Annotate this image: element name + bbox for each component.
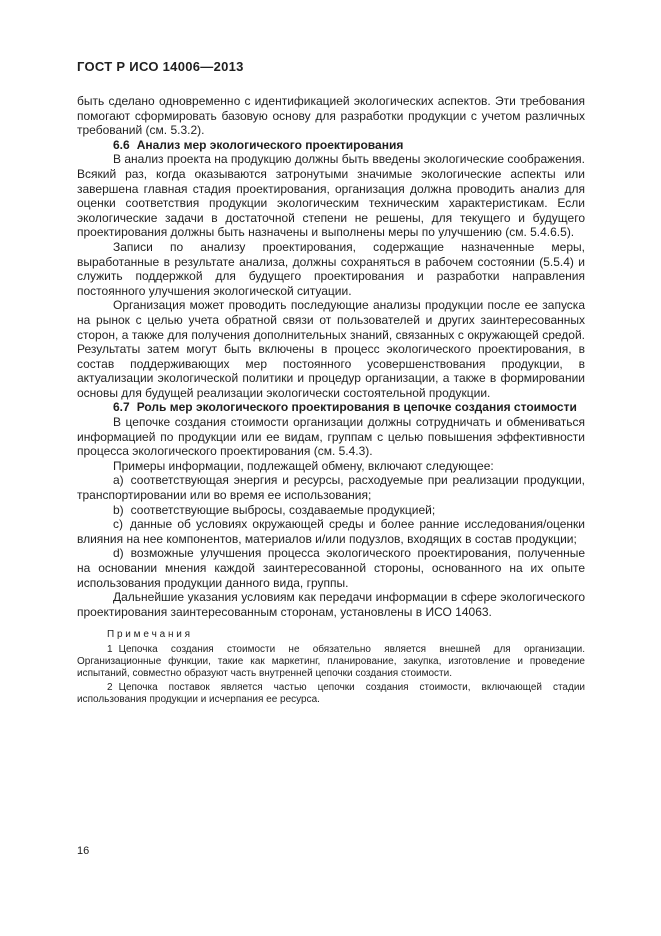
note-text: Цепочка создания стоимости не обязательно является внешней для организации. Организационные функции, такие как маркетинг, планирование, закупка, изготовление и проведение испытаний, совместно образуют часть внутренней цепочки создания стоимости.: [77, 643, 585, 679]
paragraph: В анализ проекта на продукцию должны быть введены экологические соображения. Всякий раз, когда оказываются затронутыми значимые экологические аспекты или завершена главная стадия проектирования, организация должна проводить анализ для оценки соответствия продукции экологическим техническим характеристикам. Если экологические задачи в достаточной степени не решены, для текущего и будущего проектирования должны быть назначены и выполнены меры по улучшению (см. 5.4.6.5).: [77, 152, 585, 240]
paragraph-intro-continuation: быть сделано одновременно с идентификацией экологических аспектов. Эти требования помогают сформировать базовую основу для разработки продукции с учетом различных требований (см. 5.3.2).: [77, 94, 585, 138]
note-text: Цепочка поставок является частью цепочки создания стоимости, включающей стадии использования продукции и исчерпания ее ресурса.: [77, 682, 585, 706]
list-item-text: данные об условиях окружающей среды и более ранние исследования/оценки влияния на нее компонентов, материалов и/или подузлов, входящих в состав продукции;: [77, 517, 585, 546]
paragraph: Записи по анализу проектирования, содержащие назначенные меры, выработанные в результате анализа, должны сохраняться в рабочем состоянии (5.5.4) и служить поддержкой для будущего проектирования и разработки направления постоянного улучшения экологической ситуации.: [77, 239, 585, 298]
list-marker: d): [113, 546, 124, 561]
section-number: 6.6: [113, 137, 130, 152]
notes-block: [77, 629, 585, 706]
document-body: [77, 94, 585, 707]
paragraph: Организация может проводить последующие анализы продукции после ее запуска на рынок с целью учета обратной связи от пользователей и других заинтересованных сторон, а также для получения дополнительных знаний, связанных с окружающей средой. Результаты затем могут быть включены в процесс экологического проектирования, в состав поддерживающих мер постоянного усовершенствования продукции, в актуализации экологической политики и процедур организации, а также в формировании основы для будущей реализации экологически состоятельной продукции.: [77, 298, 585, 400]
section-title: Роль мер экологического проектирования в цепочке создания стоимости: [136, 400, 577, 415]
list-item-c: [77, 517, 585, 546]
list-item-text: соответствующая энергия и ресурсы, расходуемые при реализации продукции, транспортировании или во время ее использования;: [77, 473, 585, 503]
note-number: 1: [107, 643, 113, 655]
list-item-b: [77, 503, 585, 518]
list-item-text: возможные улучшения процесса экологического проектирования, полученные на основании мнения каждой заинтересованной стороны, основанного на их опыте использования продукции данного вида, группы.: [77, 546, 585, 590]
document-standard-header: ГОСТ Р ИСО 14006—2013: [77, 59, 244, 74]
list-item-d: [77, 546, 585, 590]
note-1: [77, 644, 585, 681]
list-marker: c): [113, 517, 123, 532]
page-number: 16: [77, 845, 90, 857]
list-marker: b): [113, 502, 124, 517]
list-marker: a): [113, 473, 124, 488]
paragraph-closing: Дальнейшие указания условиям как передачи информации в сфере экологического проектирования заинтересованным сторонам, установлены в ИСО 14063.: [77, 590, 585, 619]
list-intro: Примеры информации, подлежащей обмену, включают следующее:: [113, 458, 494, 473]
section-heading-6-6: [77, 138, 585, 153]
note-2: [77, 682, 585, 706]
list-item-text: соответствующие выбросы, создаваемые продукцией;: [130, 502, 436, 517]
section-heading-6-7: [77, 400, 585, 415]
note-number: 2: [107, 682, 113, 694]
list-item-a: [77, 473, 585, 502]
section-number: 6.7: [113, 400, 130, 415]
section-title: Анализ мер экологического проектирования: [136, 137, 404, 152]
paragraph: В цепочке создания стоимости организации должны сотрудничать и обмениваться информацией по продукции или ее видам, группам с целью повышения эффективности процесса экологического проектирования (см. 5.4.3).: [77, 415, 585, 459]
notes-label: П р и м е ч а н и я: [107, 629, 191, 641]
